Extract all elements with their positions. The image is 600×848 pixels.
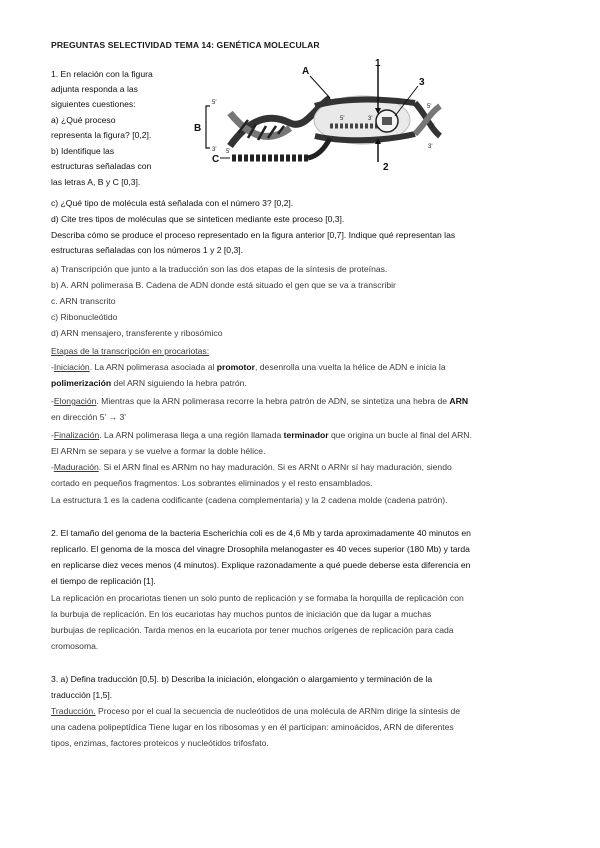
- bold-term: terminador: [283, 430, 329, 440]
- pointer-a: [310, 76, 330, 98]
- end-label: 5': [340, 116, 345, 122]
- text-span: . Mientras que la ARN polimerasa recorre la hebra patrón de ADN, se sintetiza una hebra de: [96, 396, 450, 406]
- text-span: . La ARN polimerasa llega a una región llamada: [99, 430, 284, 440]
- q1-d: d) Cite tres tipos de moléculas que se sinteticen mediante este proceso [0,3].: [51, 214, 345, 224]
- maduracion-line2: cortado en pequeños fragmentos. Los sobrantes eliminados y el resto ensamblados.: [51, 478, 373, 488]
- end-label: 3': [430, 124, 435, 130]
- bold-term: promotor: [216, 362, 255, 372]
- q1-intro-line: 1. En relación con la figura: [51, 69, 153, 79]
- finalizacion-line1: -Finalización. La ARN polimerasa llega a una región llamada terminador que origina un bucle al final del ARN.: [51, 430, 472, 440]
- label-b: B: [194, 123, 202, 134]
- q1-intro-line: a) ¿Qué proceso: [51, 115, 116, 125]
- end-label: 5': [226, 149, 231, 155]
- maduracion-label: Maduración: [53, 462, 99, 472]
- q1-e-line1: Describa cómo se produce el proceso representado en la figura anterior [0,7]. Indique qué representan las: [51, 230, 456, 240]
- q1-intro-line: representa la figura? [0,2].: [51, 130, 152, 140]
- iniciacion-label: Iniciación: [53, 362, 90, 372]
- transcription-figure: [190, 58, 445, 176]
- answer-b: b) A. ARN polimerasa B. Cadena de ADN donde está situado el gen que se va a transcribir: [51, 280, 396, 290]
- label-2: 2: [383, 162, 389, 173]
- q3-line1: 3. a) Defina traducción [0,5]. b) Describa la iniciación, elongación o alargamiento y terminación de la: [51, 674, 433, 684]
- elongacion-line2: en dirección 5' → 3': [51, 412, 126, 422]
- end-label: 3': [368, 116, 373, 122]
- estructura-line: La estructura 1 es la cadena codificante (cadena complementaria) y la 2 cadena molde (cadena patrón).: [51, 495, 448, 505]
- end-label: 5': [427, 104, 432, 110]
- etapas-heading-text: Etapas de la transcripción en procariotas:: [51, 346, 210, 356]
- q1-e-line2: estructuras señaladas con los números 1 y 2 [0,3].: [51, 245, 244, 255]
- q3-answer-line3: tipos, enzimas, factores proteicos y nucleótidos trifosfato.: [51, 738, 269, 748]
- iniciacion-line1: -Iniciación. La ARN polimerasa asociada al promotor, desenrolla una vuelta la hélice de ADN e inicia la: [51, 362, 446, 372]
- q1-intro-line: b) Identifique las: [51, 146, 115, 156]
- etapas-heading: [51, 344, 209, 358]
- q2-line1: 2. El tamaño del genoma de la bacteria Escherichia coli es de 4,6 Mb y tarda aproximadamente 40 minutos en: [51, 528, 471, 538]
- end-label: 5': [212, 100, 217, 106]
- label-1: 1: [375, 58, 381, 69]
- q3-answer-line2: una cadena polipeptídica Tiene lugar en los ribosomas y en él participan: aminoácidos, ARN de diferentes: [51, 722, 454, 732]
- q1-intro-line: las letras A, B y C [0,3].: [51, 177, 141, 187]
- q1-intro-line: siguientes cuestiones:: [51, 99, 136, 109]
- q2-answer-line1: La replicación en procariotas tienen un solo punto de replicación y se formaba la horquilla de replicación con: [51, 593, 464, 603]
- q2-line4: el tiempo de replicación [1].: [51, 576, 156, 586]
- q2-answer-line2: la burbuja de replicación. En los eucariotas hay muchos puntos de iniciación que da lugar a muchas: [51, 609, 432, 619]
- rna-transcript-link: [308, 138, 330, 158]
- q1-intro-line: adjunta responda a las: [51, 84, 138, 94]
- answer-c1: c. ARN transcrito: [51, 296, 116, 306]
- q2-answer-line4: cromosoma.: [51, 641, 99, 651]
- q3-answer-line1: [51, 704, 460, 718]
- text-span: del ARN siguiendo la hebra patrón.: [111, 378, 247, 388]
- end-label: 3': [428, 144, 433, 150]
- q2-line2: replicarlo. El genoma de la mosca del vinagre Drosophila melanogaster es 40 veces superior (180 Mb) y tarda: [51, 544, 470, 554]
- label-a: A: [302, 66, 310, 77]
- answer-a: a) Transcripción que junto a la traducción son las dos etapas de la síntesis de proteínas.: [51, 264, 388, 274]
- text-span: que origina un bucle al final del ARN.: [328, 430, 472, 440]
- q1-intro-line: estructuras señaladas con: [51, 161, 152, 171]
- text-span: , desenrolla una vuelta la hélice de ADN e inicia la: [254, 362, 446, 372]
- bold-term: ARN: [449, 396, 469, 406]
- end-label: 3': [212, 147, 217, 153]
- label-c: C: [212, 154, 220, 165]
- maduracion-line1: -Maduración. Si el ARN final es ARNm no hay maduración. Si es ARNt o ARNr sí hay maduración, siendo: [51, 462, 452, 472]
- q3-line2: traducción [1,5].: [51, 690, 113, 700]
- label-3: 3: [419, 77, 425, 88]
- answer-d: d) ARN mensajero, transferente y ribosómico: [51, 328, 223, 338]
- q2-answer-line3: burbujas de replicación. Tarda menos en la eucariota por tener muchos orígenes de replicación para cada: [51, 625, 454, 635]
- elongacion-label: Elongación: [53, 396, 97, 406]
- text-span: . La ARN polimerasa asociada al: [89, 362, 217, 372]
- text-span: . Si el ARN final es ARNm no hay maduración. Si es ARNt o ARNr sí hay maduración, siendo: [98, 462, 452, 472]
- q2-line3: en replicarse diez veces menos (4 minutos). Explique razonadamente a qué puede deberse esta diferencia en: [51, 560, 471, 570]
- finalizacion-line2: El ARNm se separa y se vuelve a formar la doble hélice.: [51, 446, 266, 456]
- page-title: PREGUNTAS SELECTIVIDAD TEMA 14: GENÉTICA MOLECULAR: [51, 40, 320, 50]
- answer-c2: c) Ribonucleótido: [51, 312, 118, 322]
- iniciacion-line2: [51, 376, 247, 390]
- traduccion-label: Traducción.: [51, 706, 96, 716]
- bold-term: polimerización: [51, 378, 112, 388]
- text-span: Proceso por el cual la secuencia de nucleótidos de una molécula de ARNm dirige la síntesis de: [95, 706, 461, 716]
- q1-c: c) ¿Qué tipo de molécula está señalada con el número 3? [0,2].: [51, 198, 294, 208]
- finalizacion-label: Finalización: [53, 430, 100, 440]
- bracket-b: [206, 106, 210, 148]
- ribonucleotide: [382, 117, 392, 125]
- elongacion-line1: -Elongación. Mientras que la ARN polimerasa recorre la hebra patrón de ADN, se sintetiza una hebra de ARN: [51, 396, 469, 406]
